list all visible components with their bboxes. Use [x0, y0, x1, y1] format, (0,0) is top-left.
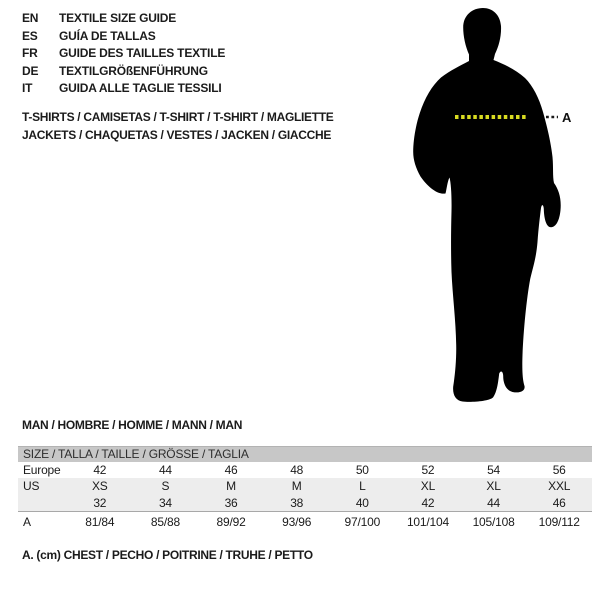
man-silhouette: [413, 8, 561, 402]
size-cell: 42: [421, 495, 435, 510]
size-cell: 44: [487, 495, 501, 510]
size-cell: 38: [290, 495, 304, 510]
size-cell: S: [161, 479, 170, 493]
size-cell: L: [359, 479, 366, 493]
language-row-de: [22, 63, 225, 81]
language-title: GUIDA ALLE TAGLIE TESSILI: [59, 81, 222, 95]
size-cell: 54: [487, 463, 501, 477]
size-cell: 48: [290, 463, 304, 477]
size-cell: XXL: [548, 479, 571, 493]
size-cell: 50: [355, 463, 369, 477]
language-title: TEXTILE SIZE GUIDE: [59, 11, 177, 25]
size-cell: 42: [93, 463, 107, 477]
language-title: GUÍA DE TALLAS: [59, 28, 156, 43]
language-code: ES: [22, 28, 38, 43]
size-cell: 34: [158, 495, 172, 510]
language-row-fr: [22, 45, 225, 63]
size-cell: 44: [158, 463, 172, 477]
table-row-chest-measure: [18, 512, 592, 532]
striped-row-group: [18, 478, 592, 512]
size-cell: 40: [355, 495, 369, 510]
language-guide-list: [22, 10, 225, 98]
man-silhouette-figure: [400, 0, 600, 410]
category-lines: [22, 109, 334, 144]
size-cell: 56: [552, 463, 566, 477]
size-cell: 32: [93, 495, 107, 510]
category-line-jackets: JACKETS / CHAQUETAS / VESTES / JACKEN / GIACCHE: [22, 127, 332, 142]
language-title: TEXTILGRÖßENFÜHRUNG: [59, 63, 208, 78]
size-cell: M: [226, 479, 236, 493]
size-cell: 36: [224, 495, 238, 510]
size-table: [18, 446, 592, 532]
language-title: GUIDE DES TAILLES TEXTILE: [59, 46, 226, 60]
row-label: Europe: [23, 463, 61, 477]
table-row-us: [18, 478, 592, 494]
size-cell: 52: [421, 463, 435, 477]
size-cell: XL: [420, 479, 436, 493]
size-cell: 89/92: [216, 515, 246, 529]
language-row-en: [22, 10, 225, 28]
size-cell: 46: [552, 495, 566, 510]
size-cell: 109/112: [538, 515, 580, 529]
measurement-label-a: A: [562, 110, 572, 125]
row-label: A: [23, 515, 31, 529]
size-cell: 105/108: [472, 515, 515, 529]
language-row-it: [22, 80, 225, 98]
size-cell: XS: [92, 479, 108, 493]
size-cell: XL: [486, 479, 501, 493]
language-row-es: [22, 28, 225, 46]
language-code: DE: [22, 63, 39, 78]
size-cell: 46: [224, 463, 238, 477]
size-cell: 93/96: [282, 515, 312, 529]
gender-section-title: MAN / HOMBRE / HOMME / MANN / MAN: [22, 418, 243, 432]
size-cell: 97/100: [344, 515, 381, 529]
size-table-header: SIZE / TALLA / TAILLE / GRÖSSE / TAGLIA: [18, 446, 592, 462]
language-code: IT: [22, 81, 33, 95]
size-cell: 101/104: [406, 515, 449, 529]
table-row-numeric: [18, 494, 592, 511]
size-cell: M: [291, 479, 302, 493]
language-code: FR: [22, 46, 38, 60]
size-cell: 85/88: [150, 515, 180, 529]
category-line-tshirts: T-SHIRTS / CAMISETAS / T-SHIRT / T-SHIRT / MAGLIETTE: [22, 110, 334, 124]
measurement-footnote: A. (cm) CHEST / PECHO / POITRINE / TRUHE / PETTO: [22, 548, 313, 562]
language-code: EN: [22, 11, 39, 25]
row-label: US: [23, 479, 40, 493]
size-cell: 81/84: [85, 515, 115, 529]
table-row-europe: [18, 462, 592, 478]
